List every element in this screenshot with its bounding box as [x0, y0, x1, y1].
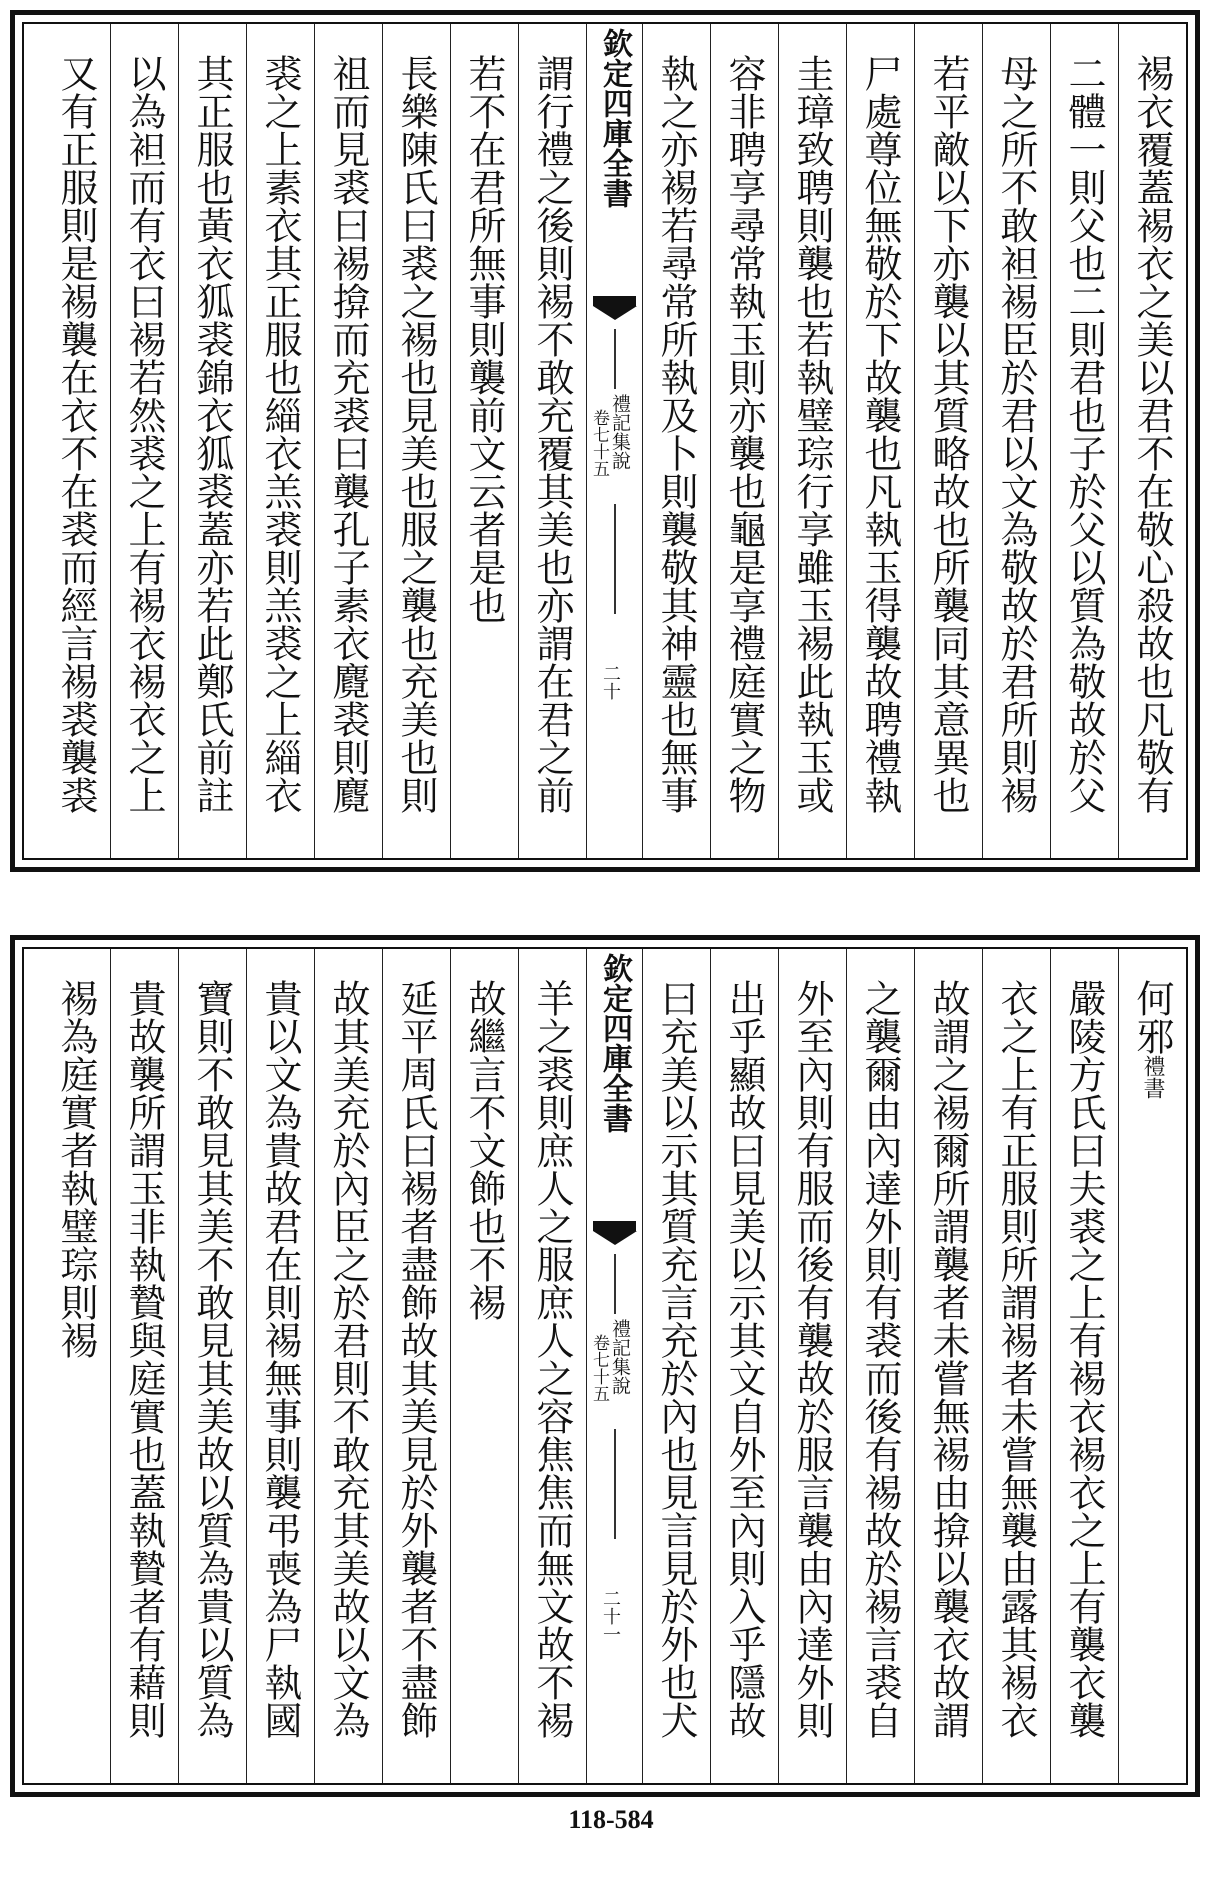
text-column: 執之亦裼若尋常所執及卜則襲敬其神靈也無事 — [642, 24, 710, 858]
center-fold-strip — [586, 949, 642, 1783]
text-column: 曰充美以示其質充言充於內也見言見於外也犬 — [642, 949, 710, 1783]
text-column: 寶則不敢見其美不敢見其美故以質為貴以質為 — [178, 949, 246, 1783]
text-column: 故其美充於內臣之於君則不敢充其美故以文為 — [314, 949, 382, 1783]
text-column: 尸處尊位無敬於下故襲也凡執玉得襲故聘禮執 — [846, 24, 914, 858]
collection-title: 欽定四庫全書 — [597, 953, 632, 1133]
text-column: 羊之裘則庶人之服庶人之容焦焦而無文故不裼 — [518, 949, 586, 1783]
page-footer-number: 118-584 — [568, 1805, 654, 1834]
text-column: 若不在君所無事則襲前文云者是也 — [450, 24, 518, 858]
text-column: 母之所不敢袒裼臣於君以文為敬故於君所則裼 — [982, 24, 1050, 858]
text-column: 出乎顯故曰見美以示其文自外至內則入乎隱故 — [710, 949, 778, 1783]
collection-title: 欽定四庫全書 — [597, 28, 632, 208]
text-column: 祖而見裘曰裼揜而充裘曰襲孔子素衣麑裘則麑 — [314, 24, 382, 858]
volume-number: 卷七十五 — [589, 1334, 609, 1402]
book-title: 禮記集說 — [609, 1319, 631, 1395]
text-column — [1118, 949, 1186, 1783]
text-column: 外至內則有服而後有襲故於服言襲由內達外則 — [778, 949, 846, 1783]
text-column: 延平周氏曰裼者盡飾故其美見於外襲者不盡飾 — [382, 949, 450, 1783]
fish-tail-mark-icon — [593, 1221, 636, 1247]
text-column: 若平敵以下亦襲以其質略故也所襲同其意異也 — [914, 24, 982, 858]
fold-line — [614, 504, 616, 614]
text-column: 裼為庭實者執璧琮則裼 — [54, 979, 98, 1359]
text-column: 裼衣覆蓋裼衣之美以君不在敬心殺故也凡敬有 — [1118, 24, 1186, 858]
text-column: 其正服也黃衣狐裘錦衣狐裘蓋亦若此鄭氏前註 — [178, 24, 246, 858]
text-column: 貴以文為貴故君在則裼無事則襲弔喪為尸執國 — [246, 949, 314, 1783]
upper-columns — [24, 24, 1186, 858]
book-title: 禮記集說 — [609, 394, 631, 470]
upper-page — [10, 10, 1200, 872]
text-column: 謂行禮之後則裼不敢充覆其美也亦謂在君之前 — [518, 24, 586, 858]
fold-line — [614, 1254, 616, 1314]
text-column: 裘之上素衣其正服也緇衣羔裘則羔裘之上緇衣 — [246, 24, 314, 858]
text-column: 以為袒而有衣曰裼若然裘之上有裼衣裼衣之上 — [110, 24, 178, 858]
leaf-number: 二十 — [600, 664, 621, 700]
lower-columns — [24, 949, 1186, 1783]
text-column: 貴故襲所謂玉非執贄與庭實也蓋執贄者有藉則 — [110, 949, 178, 1783]
text-column: 嚴陵方氏曰夫裘之上有裼衣裼衣之上有襲衣襲 — [1050, 949, 1118, 1783]
text-column: 長樂陳氏曰裘之裼也見美也服之襲也充美也則 — [382, 24, 450, 858]
lower-page — [10, 935, 1200, 1797]
center-fold-strip — [586, 24, 642, 858]
fold-line — [614, 1429, 616, 1539]
text-column: 容非聘享尋常執玉則亦襲也龜是享禮庭實之物 — [710, 24, 778, 858]
fold-line — [614, 329, 616, 389]
text-column: 之襲爾由內達外則有裘而後有裼故於裼言裘自 — [846, 949, 914, 1783]
column-text: 何邪 — [1130, 979, 1174, 1055]
text-column: 衣之上有正服則所謂裼者未嘗無襲由露其裼衣 — [982, 949, 1050, 1783]
volume-number: 卷七十五 — [589, 409, 609, 477]
text-column: 故繼言不文飾也不裼 — [450, 949, 518, 1783]
fish-tail-mark-icon — [593, 296, 636, 322]
text-column: 故謂之裼爾所謂襲者未嘗無裼由揜以襲衣故謂 — [914, 949, 982, 1783]
text-column: 又有正服則是裼襲在衣不在裘而經言裼裘襲裘 — [54, 54, 98, 814]
leaf-number: 二十一 — [600, 1589, 621, 1643]
text-column: 二體一則父也二則君也子於父以質為敬故於父 — [1050, 24, 1118, 858]
text-column: 圭璋致聘則襲也若執璧琮行享雖玉裼此執玉或 — [778, 24, 846, 858]
source-note: 禮書 — [1140, 1055, 1165, 1099]
